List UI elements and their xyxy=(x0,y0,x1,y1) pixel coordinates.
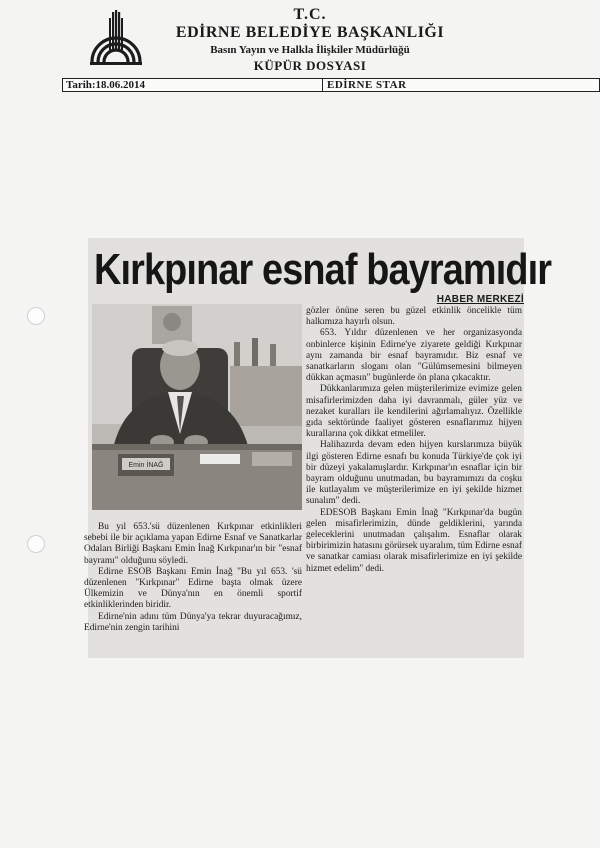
binder-hole xyxy=(28,536,44,552)
header-organization: EDİRNE BELEDİYE BAŞKANLIĞI xyxy=(175,24,445,41)
paragraph: Bu yıl 653.'sü düzenlenen Kırkpınar etkinlikleri sebebi ile bir açıklama yapan Edirne Esnaf ve Sanatkarlar Odaları Birliği Başkanı Emin İnağ Kırkpınar'ın bir "esnaf bayramı" olduğunu söyledi. xyxy=(84,522,302,566)
paragraph: Halihazırda devam eden hijyen kurslarımıza büyük ilgi gösteren Edirne esnafı bu konuda Türkiye'de çok iyi bir düzeyi yakalamışlardır. Kırkpınar'ın esnaflar için bir bayram olduğunu unutmadan, bu bayramımızı da coşku ile kutlayalım ve müşterilerimize en iyi şekilde hizmet sunalım" dedi. xyxy=(306,440,522,507)
paragraph: Edirne'nin adını tüm Dünya'ya tekrar duyuracağımız, Edirne'nin zengin tarihini xyxy=(84,611,302,633)
article-byline: HABER MERKEZİ xyxy=(436,294,524,305)
article-left-column xyxy=(84,522,302,634)
article-photo xyxy=(92,304,302,510)
article-right-column xyxy=(306,306,522,575)
article-headline: Kırkpınar esnaf bayramıdır xyxy=(94,245,552,294)
clipping-date: Tarih:18.06.2014 xyxy=(63,79,323,91)
paragraph: EDESOB Başkanı Emin İnağ "Kırkpınar'da bugün gelen misafirlerimizin, dünde geldiklerini, yarında geleceklerini unutmadan çalışalım. Esnaflar olarak birbirimizin hatasını görürsek uyaralım, tüm Edirne esnaf ve sanatkar camiası olarak misafirlerimize en iyi şekilde hizmet edelim" dedi. xyxy=(306,507,522,574)
newspaper-name: EDİRNE STAR xyxy=(327,79,407,91)
paragraph: gözler önüne seren bu güzel etkinlik öncelikle tüm halkımıza hayırlı olsun. xyxy=(306,306,522,328)
paragraph: Edirne ESOB Başkanı Emin İnağ "Bu yıl 653. 'sü düzenlenen "Kırkpınar" Edirne başta olmak üzere Ülkemizin ve Dünya'nın en önemli sportif etkinliklerinden biridir. xyxy=(84,566,302,611)
header-republic: T.C. xyxy=(293,6,327,23)
paragraph: 653. Yıldır düzenlenen ve her organizasyonda onbinlerce kişinin Edirne'ye ziyarete geldiği Kırkpınar aynı zamanda bir esnaf bayramıdır. Biz esnaf ve sanatkarların sloganı olan "Gülümsemesini bilmeyen dükkan açmasın" bugünlerde ön plana çıkacaktır. xyxy=(306,328,522,384)
info-bar xyxy=(62,78,600,92)
binder-hole xyxy=(28,308,44,324)
paragraph: Dükkanlarımıza gelen müşterilerimize evimize gelen misafirlerimizden daha iyi davranmalı, güler yüz ve nezaket kuralları ile kendilerini ağırlamalıyız. Özellikle gıda sektöründe faaliyet gösteren esnaflarımız hijyen kurallarına çok dikkat etmeliler. xyxy=(306,384,522,440)
header-document-type: KÜPÜR DOSYASI xyxy=(253,58,367,73)
nameplate-text: Emin İNAĞ xyxy=(128,462,164,469)
edirne-municipality-logo-icon xyxy=(86,8,146,68)
header-department: Basın Yayın ve Halkla İlişkiler Müdürlüğü xyxy=(210,44,410,56)
